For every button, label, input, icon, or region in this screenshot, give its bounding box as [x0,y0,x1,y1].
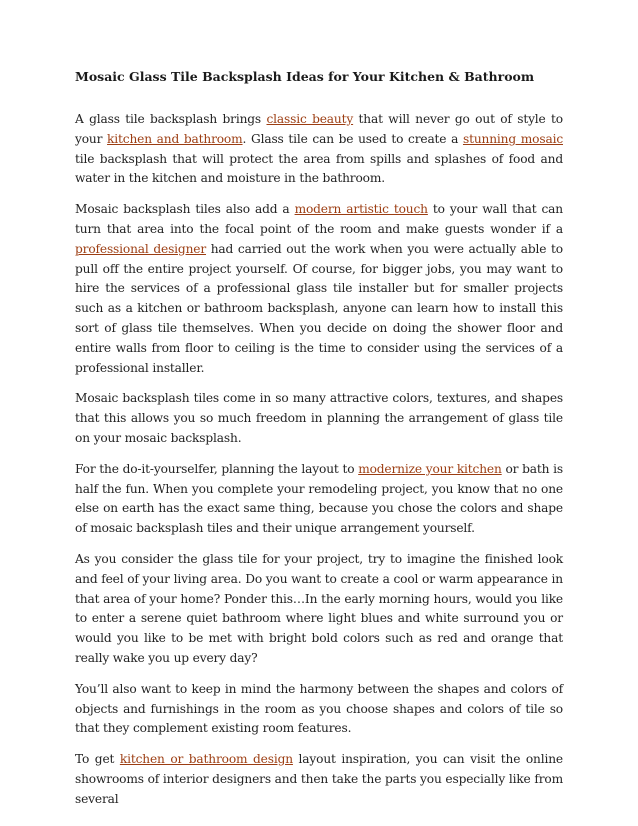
paragraph-text: had carried out the work when you were actually able to pull off the entire project yourself. Of course, for bigger jobs, you may want to hire the services of a professional glass tile installer but for smaller projects such as a kitchen or bathroom backsplash, anyone can learn how to install this sort of glass tile themselves. When you decide on doing the shower floor and entire walls from floor to ceiling is the time to consider using the services of a professional installer. [75,241,563,375]
paragraph-text: You’ll also want to keep in mind the harmony between the shapes and colors of objects and furnishings in the room as you choose shapes and colors of tile so that they complement existing room features. [75,681,563,736]
paragraph [75,110,563,189]
paragraph-text: Mosaic backsplash tiles also add a [75,202,295,217]
paragraph [75,460,563,539]
document-body [75,110,563,810]
paragraph [75,680,563,739]
inline-link[interactable]: stunning mosaic [462,131,563,146]
paragraph-text: As you consider the glass tile for your project, try to imagine the finished look and feel of your living area. Do you want to create a cool or warm appearance in that area of your home? Ponder this…In the early morning hours, would you like to enter a serene quiet bathroom where light blues and white surround you or would you like to be met with bright bold colors such as red and orange that really wake you up every day? [75,551,563,665]
inline-link[interactable]: kitchen or bathroom design [119,752,293,767]
inline-link[interactable]: professional designer [75,241,207,256]
inline-link[interactable]: classic beauty [266,112,354,126]
inline-link[interactable]: modernize your kitchen [358,461,502,476]
paragraph-text: or bath is half the fun. When you complete your remodeling project, you know that no one else on earth has the exact same thing, because you chose the colors and shape of mosaic backsplash tiles and their unique arrangement yourself. [75,461,563,536]
inline-link[interactable]: modern artistic touch [294,202,428,217]
paragraph-text: For the do-it-yourselfer, planning the layout to [75,461,359,476]
paragraph-text: To get [75,752,120,767]
paragraph-text: layout inspiration, you can visit the online showrooms of interior designers and then take the parts you especially like from several [75,752,563,806]
paragraph-text: to your wall that can turn that area into the focal point of the room and make guests wonder if a [75,202,563,236]
paragraph [75,389,563,448]
paragraph-text: tile backsplash that will protect the area from spills and splashes of food and water in the kitchen and moisture in the bathroom. [75,151,563,186]
paragraph-text: Mosaic backsplash tiles come in so many attractive colors, textures, and shapes that this allows you so much freedom in planning the arrangement of glass tile on your mosaic backsplash. [75,391,563,445]
document-page [75,68,563,821]
paragraph [75,750,563,809]
paragraph-text: . Glass tile can be used to create a [242,131,463,146]
paragraph [75,550,563,669]
inline-link[interactable]: kitchen and bathroom [107,131,243,146]
page-title: Mosaic Glass Tile Backsplash Ideas for Your Kitchen & Bathroom [75,69,535,84]
paragraph-text: A glass tile backsplash brings [75,112,267,126]
paragraph-text: that will never go out of style to your [75,112,563,146]
paragraph [75,200,563,378]
